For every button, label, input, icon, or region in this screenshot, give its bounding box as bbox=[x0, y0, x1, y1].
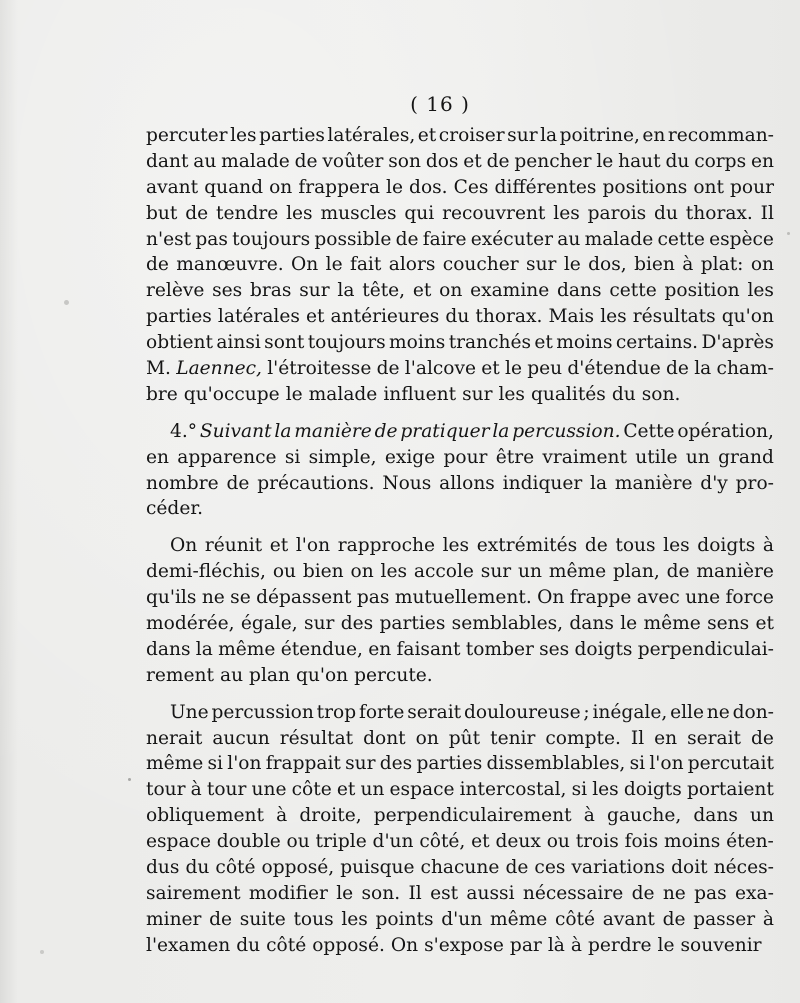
paper-speck bbox=[128, 778, 131, 781]
paragraph-doigts bbox=[146, 533, 774, 688]
text-line: demi-fléchis, ou bien on les accole sur un même plan, de manière bbox=[146, 561, 774, 583]
text-line: en apparence si simple, exige pour être vraiment utile un grand bbox=[146, 446, 774, 468]
paragraph-4-percussion bbox=[146, 419, 774, 523]
paragraph-continuation bbox=[146, 123, 774, 408]
text-line: dans la même étendue, en faisant tomber ses doigts perpendiculai- bbox=[146, 638, 774, 660]
text-line: M. Laennec, l'étroitesse de l'alcove et le peu d'étendue de la cham- bbox=[146, 358, 774, 380]
text-line: dus du côté opposé, puisque chacune de ces variations doit néces- bbox=[146, 857, 774, 879]
text-line: On réunit et l'on rapproche les extrémités de tous les doigts à bbox=[170, 535, 774, 557]
text-line: nerait aucun résultat dont on pût tenir compte. Il en serait de bbox=[146, 727, 774, 749]
paper-speck bbox=[787, 232, 790, 235]
text-line: miner de suite tous les points d'un même côté avant de passer à bbox=[146, 908, 774, 930]
text-line: céder. bbox=[146, 498, 204, 520]
text-line: espace double ou triple d'un côté, et deux ou trois fois moins éten- bbox=[146, 831, 774, 853]
text-line: dant au malade de voûter son dos et de pencher le haut du corps en bbox=[146, 150, 774, 172]
text-line: parties latérales et antérieures du thorax. Mais les résultats qu'on bbox=[146, 306, 774, 328]
text-line: relève ses bras sur la tête, et on examine dans cette position les bbox=[146, 280, 774, 302]
text-line: n'est pas toujours possible de faire exécuter au malade cette espèce bbox=[146, 228, 774, 250]
body-text bbox=[146, 123, 774, 959]
text-line: qu'ils ne se dépassent pas mutuellement. On frappe avec une force bbox=[146, 587, 774, 609]
text-line: sairement modifier le son. Il est aussi nécessaire de ne pas exa- bbox=[146, 882, 774, 904]
text-line: de manœuvre. On le fait alors coucher sur le dos, bien à plat: on bbox=[146, 254, 774, 276]
text-line: tour à tour une côte et un espace intercostal, si les doigts portaient bbox=[146, 779, 774, 801]
text-line: bre qu'occupe le malade influent sur les qualités du son. bbox=[146, 383, 681, 405]
text-line: Une percussion trop forte serait douloureuse ; inégale, elle ne don- bbox=[170, 701, 774, 723]
paragraph-percussion-forte bbox=[146, 700, 774, 959]
text-line: 4.° Suivant la manière de pratiquer la percussion. Cette opération, bbox=[170, 420, 774, 442]
text-line: but de tendre les muscles qui recouvrent les parois du thorax. Il bbox=[146, 202, 774, 224]
text-line: l'examen du côté opposé. On s'expose par là à perdre le souvenir bbox=[146, 934, 762, 956]
text-line: nombre de précautions. Nous allons indiquer la manière d'y pro- bbox=[146, 472, 774, 494]
paper-speck bbox=[64, 300, 69, 305]
text-line: modérée, égale, sur des parties semblables, dans le même sens et bbox=[146, 613, 774, 635]
paper-speck bbox=[40, 950, 44, 954]
text-line: avant quand on frappera le dos. Ces différentes positions ont pour bbox=[146, 176, 774, 198]
text-line: obtient ainsi sont toujours moins tranchés et moins certains. D'après bbox=[146, 332, 774, 354]
text-line: obliquement à droite, perpendiculairement à gauche, dans un bbox=[146, 805, 774, 827]
text-line: percuter les parties latérales, et croiser sur la poitrine, en recomman- bbox=[146, 125, 774, 146]
page-number: ( 16 ) bbox=[410, 92, 470, 116]
text-line: même si l'on frappait sur des parties dissemblables, si l'on percutait bbox=[146, 753, 774, 775]
text-line: rement au plan qu'on percute. bbox=[146, 664, 433, 686]
